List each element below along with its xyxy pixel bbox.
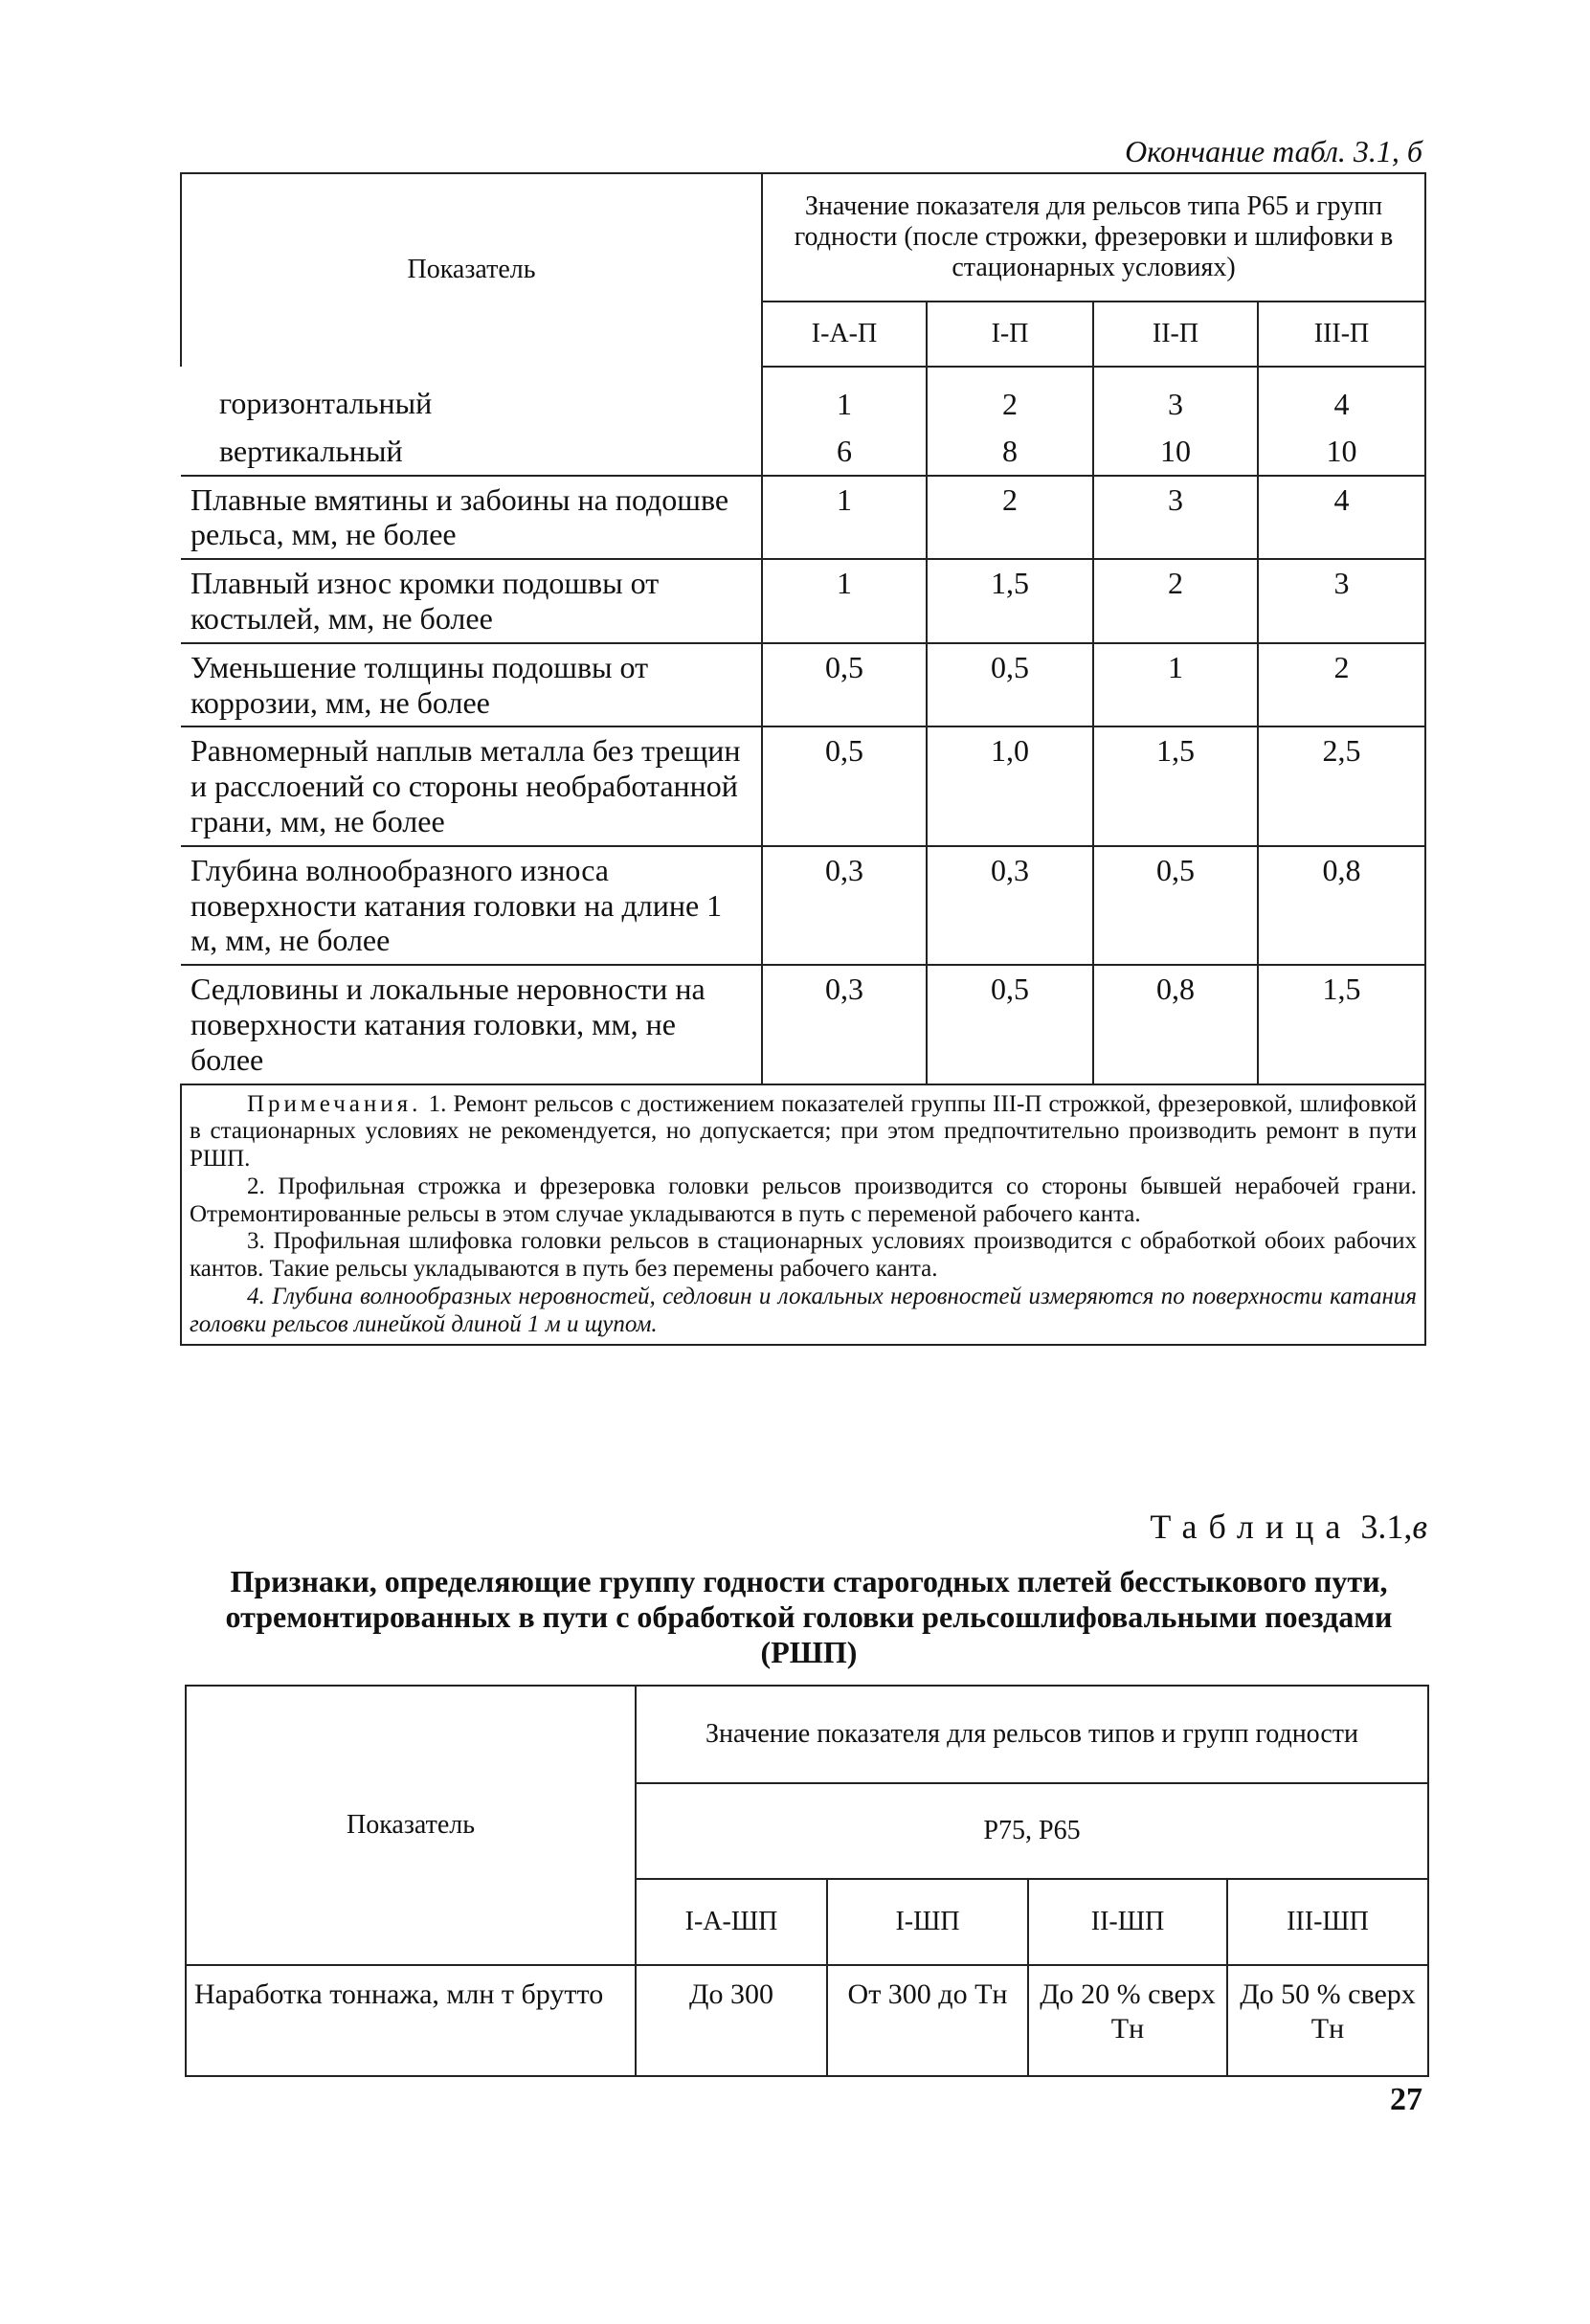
table-3-1-b — [180, 172, 1426, 1346]
group-header: III-П — [1258, 302, 1425, 367]
cell: От 300 до Tн — [827, 1965, 1028, 2076]
table-row — [181, 643, 1425, 727]
cell: 3 — [1093, 367, 1258, 428]
cell: До 300 — [636, 1965, 827, 2076]
cell: 1,5 — [1093, 726, 1258, 845]
cell: 1 — [762, 559, 927, 643]
rail-types: Р75, Р65 — [636, 1783, 1428, 1879]
table-row — [181, 367, 1425, 428]
cell: 2,5 — [1258, 726, 1425, 845]
cell: 0,5 — [927, 643, 1093, 727]
table-row — [186, 1965, 1428, 2076]
note-3: 3. Профильная шлифовка головки рельсов в стационарных условиях производится с обработкой обоих рабочих кантов. Такие рельсы укладываются в путь без перемены рабочего канта. — [190, 1228, 1418, 1283]
cell: 4 — [1258, 476, 1425, 560]
note-2: 2. Профильная строжка и фрезеровка головки рельсов производится со стороны бывшей нерабочей грани. Отремонтированные рельсы в этом случае укладываются в путь с переменой рабочего канта. — [190, 1173, 1418, 1227]
cell: До 20 % сверх Tн — [1028, 1965, 1227, 2076]
note-1: Примечания. 1. Ремонт рельсов с достижением показателей группы III-П строжкой, фрезеровкой, шлифовкой в стационарных условиях не рекомендуется, но допускается; при этом предпочтительно производить ремонт в пути РШП. — [190, 1090, 1418, 1173]
group-header: III-ШП — [1227, 1879, 1428, 1965]
table-row — [181, 476, 1425, 560]
row-label: Плавные вмятины и забоины на подошве рельса, мм, не более — [181, 476, 762, 560]
cell: 0,5 — [762, 643, 927, 727]
group-header: I-ШП — [827, 1879, 1028, 1965]
cell: 0,3 — [927, 846, 1093, 965]
cell: 0,3 — [762, 846, 927, 965]
notes — [181, 1084, 1425, 1346]
cell: 2 — [927, 476, 1093, 560]
table-row — [181, 559, 1425, 643]
cell: До 50 % сверх Tн — [1227, 1965, 1428, 2076]
header-indicator: Показатель — [181, 173, 762, 367]
table-label: Таблица 3.1,в — [1150, 1508, 1427, 1546]
cell: 6 — [762, 428, 927, 476]
cell: 2 — [927, 367, 1093, 428]
group-header: II-ШП — [1028, 1879, 1227, 1965]
table-title: Признаки, определяющие группу годности старогодных плетей бесстыкового пути, отремонтированных в пути с обработкой головки рельсошлифовальными поездами (РШП) — [225, 1564, 1393, 1669]
page-number: 27 — [1390, 2082, 1422, 2117]
note-4: 4. Глубина волнообразных неровностей, седловин и локальных неровностей измеряются по поверхности катания головки рельсов линейкой длиной 1 м и щупом. — [190, 1283, 1418, 1337]
cell: 1 — [1093, 643, 1258, 727]
cell: 1,0 — [927, 726, 1093, 845]
header-value: Значение показателя для рельсов типа Р65 и групп годности (после строжки, фрезеровки и шлифовки в стационарных условиях) — [762, 173, 1425, 302]
cell: 0,5 — [1093, 846, 1258, 965]
cell: 3 — [1258, 559, 1425, 643]
table-row — [181, 965, 1425, 1084]
row-label: Наработка тоннажа, млн т брутто — [186, 1965, 636, 2076]
table-3-1-v — [185, 1685, 1429, 2077]
row-label: Плавный износ кромки подошвы от костылей, мм, не более — [181, 559, 762, 643]
cell: 10 — [1258, 428, 1425, 476]
table-row — [181, 846, 1425, 965]
cell: 1 — [762, 367, 927, 428]
cell: 0,5 — [927, 965, 1093, 1084]
cell: 3 — [1093, 476, 1258, 560]
cell: 0,8 — [1093, 965, 1258, 1084]
row-label: вертикальный — [181, 428, 762, 476]
row-label: горизонтальный — [219, 386, 433, 420]
cell: 0,8 — [1258, 846, 1425, 965]
group-header: I-А-ШП — [636, 1879, 827, 1965]
group-header: II-П — [1093, 302, 1258, 367]
table-row — [181, 428, 1425, 476]
cell: 0,3 — [762, 965, 927, 1084]
row-label: Уменьшение толщины подошвы от коррозии, мм, не более — [181, 643, 762, 727]
cell: 1 — [762, 476, 927, 560]
table-row — [181, 726, 1425, 845]
cell: 10 — [1093, 428, 1258, 476]
header-value: Значение показателя для рельсов типов и групп годности — [636, 1686, 1428, 1783]
cell: 2 — [1258, 643, 1425, 727]
cell: 1,5 — [927, 559, 1093, 643]
cell: 1,5 — [1258, 965, 1425, 1084]
cell: 4 — [1258, 367, 1425, 428]
row-label: Седловины и локальные неровности на поверхности катания головки, мм, не более — [181, 965, 762, 1084]
row-label: Равномерный наплыв металла без трещин и расслоений со стороны необработанной грани, мм, не более — [181, 726, 762, 845]
group-header: I-А-П — [762, 302, 927, 367]
cell: 8 — [927, 428, 1093, 476]
cell: 0,5 — [762, 726, 927, 845]
continuation-caption: Окончание табл. 3.1, б — [1125, 134, 1422, 168]
cell: 2 — [1093, 559, 1258, 643]
group-header: I-П — [927, 302, 1093, 367]
header-indicator: Показатель — [186, 1686, 636, 1965]
row-label: Глубина волнообразного износа поверхности катания головки на длине 1 м, мм, не более — [181, 846, 762, 965]
